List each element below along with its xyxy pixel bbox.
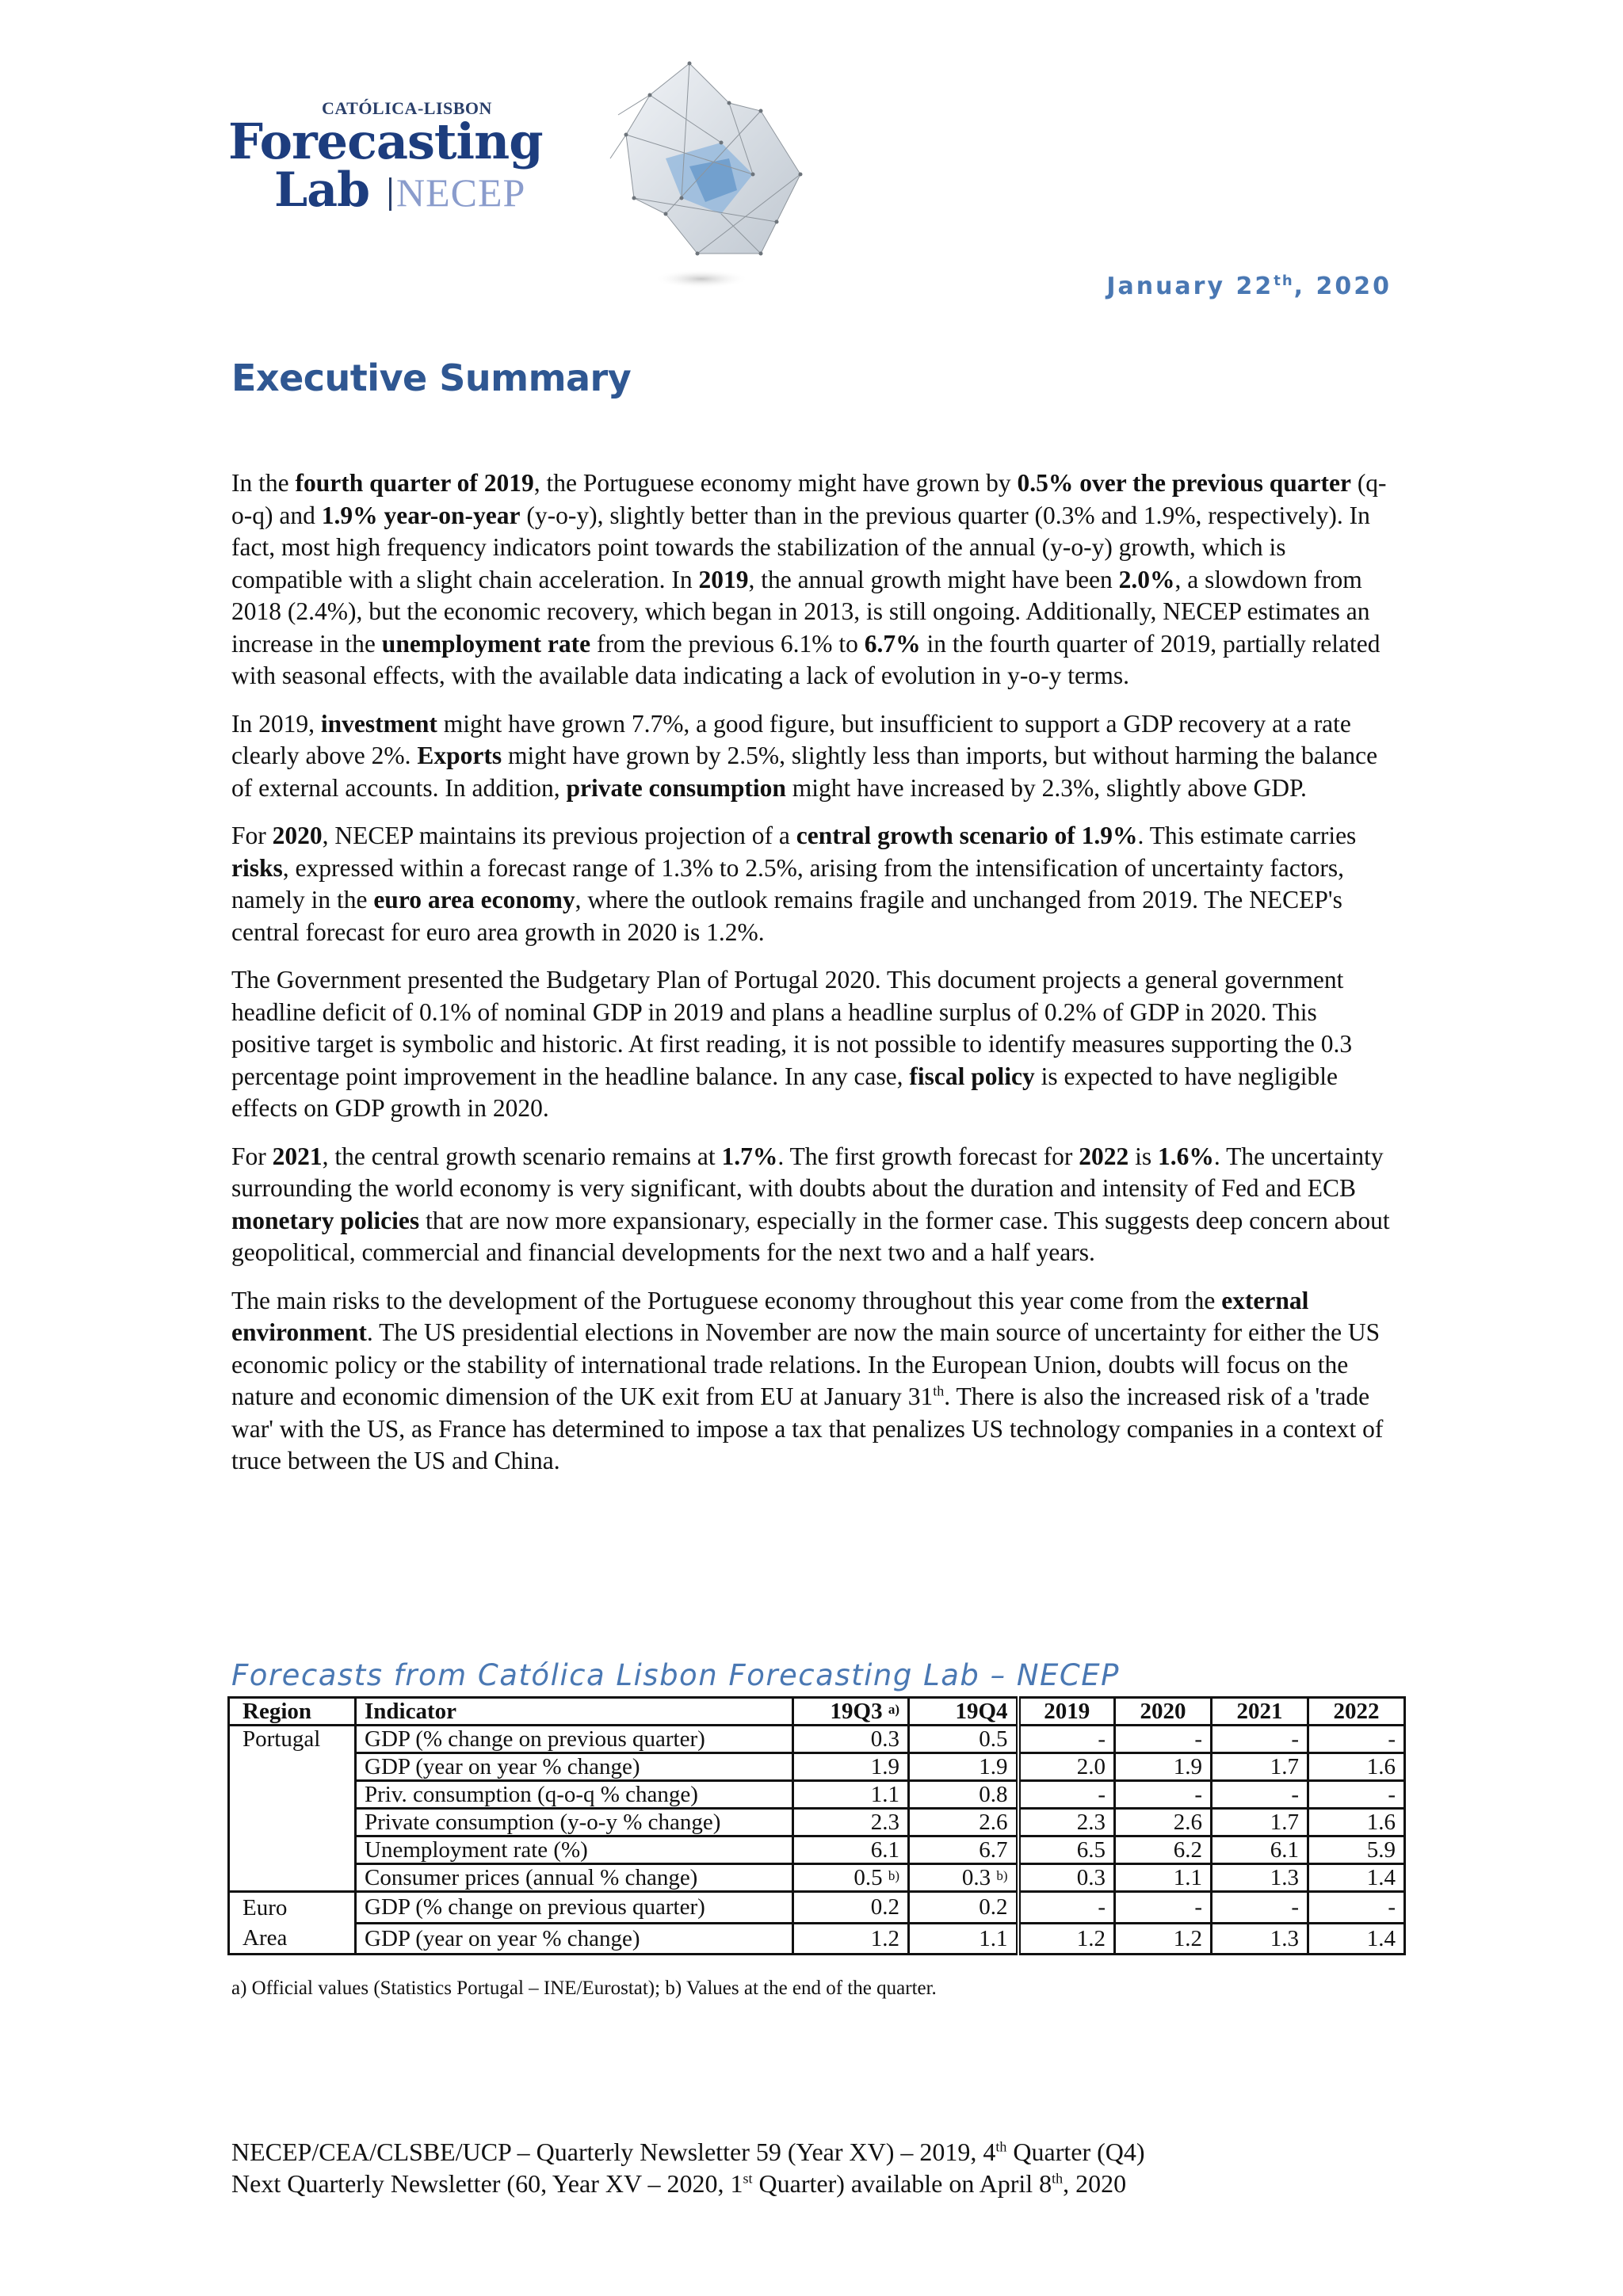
table-row: [229, 1753, 1405, 1781]
table-header-row: [229, 1698, 1405, 1726]
page-footer: [231, 2136, 1145, 2199]
summary-paragraph: For 2021, the central growth scenario remains at 1.7%. The first growth forecast for 2022 is 1.6%. The uncertainty surrounding the world economy is very significant, with doubts about the duration and intensity of Fed and ECB monetary policies that are now more expansionary, especially in the former case. This suggests deep concern about geopolitical, commercial and financial developments for the next two and a half years.: [231, 1142, 1390, 1266]
cell-indicator: GDP (% change on previous quarter): [356, 1726, 793, 1753]
cell-2020: 1.1: [1115, 1864, 1212, 1892]
header-region: Region: [229, 1698, 356, 1726]
cell-19q4: 0.2: [909, 1892, 1018, 1924]
cell-2019: 0.3: [1018, 1864, 1115, 1892]
header-indicator: Indicator: [356, 1698, 793, 1726]
cell-19q3: 1.2: [793, 1923, 909, 1955]
cell-19q3: 0.2: [793, 1892, 909, 1924]
footer-line-newsletter: NECEP/CEA/CLSBE/UCP – Quarterly Newsletter 59 (Year XV) – 2019, 4th Quarter (Q4): [231, 2138, 1145, 2166]
table-footnote: a) Official values (Statistics Portugal – INE/Eurostat); b) Values at the end of the quarter.: [231, 1978, 937, 1999]
header-2022: 2022: [1308, 1698, 1405, 1726]
cell-2019: 6.5: [1018, 1836, 1115, 1864]
cell-2019: -: [1018, 1726, 1115, 1753]
logo-necep-text: NECEP: [396, 170, 526, 215]
cell-2022: 1.6: [1308, 1809, 1405, 1836]
header-19q3: 19Q3 $^{a)}$: [793, 1698, 909, 1726]
cell-2020: -: [1115, 1892, 1212, 1924]
forecast-table: [227, 1696, 1406, 1955]
cell-2022: 5.9: [1308, 1836, 1405, 1864]
executive-summary-body: [231, 467, 1396, 1493]
cell-indicator: Unemployment rate (%): [356, 1836, 793, 1864]
cell-2022: 1.4: [1308, 1864, 1405, 1892]
summary-paragraph: The main risks to the development of the Portuguese economy throughout this year come from the external environment. The US presidential elections in November are now the main source of uncertainty for either the US economic policy or the stability of international trade relations. In the European Union, doubts will focus on the nature and economic dimension of the UK exit from EU at January 31th. There is also the increased risk of a 'trade war' with the US, as France has determined to impose a tax that penalizes US technology companies in a context of truce between the US and China.: [231, 1286, 1384, 1474]
table-caption: Forecasts from Católica Lisbon Forecasting Lab – NECEP: [231, 1658, 1120, 1692]
cell-19q3: 0.5 $^{b)}$: [793, 1864, 909, 1892]
header-2020: 2020: [1115, 1698, 1212, 1726]
cell-2022: -: [1308, 1726, 1405, 1753]
cell-19q3: 6.1: [793, 1836, 909, 1864]
table-row: [229, 1726, 1405, 1753]
cell-indicator: Priv. consumption (q-o-q % change): [356, 1781, 793, 1809]
logo-lab-text: Lab: [274, 162, 370, 218]
summary-paragraph: For 2020, NECEP maintains its previous projection of a central growth scenario of 1.9%. This estimate carries risks, expressed within a forecast range of 1.3% to 2.5%, arising from the intensification of uncertainty factors, namely in the euro area economy, where the outlook remains fragile and unchanged from 2019. The NECEP's central forecast for euro area growth in 2020 is 1.2%.: [231, 822, 1357, 946]
cell-19q4: 0.8: [909, 1781, 1018, 1809]
logo-forecasting-text: Forecasting: [228, 113, 543, 170]
table-row: [229, 1809, 1405, 1836]
cell-2022: -: [1308, 1892, 1405, 1924]
cell-indicator: GDP (% change on previous quarter): [356, 1892, 793, 1924]
cell-2019: -: [1018, 1892, 1115, 1924]
cell-2021: -: [1212, 1781, 1308, 1809]
cell-19q4: 1.1: [909, 1923, 1018, 1955]
table-row: [229, 1892, 1405, 1924]
region-portugal: Portugal: [229, 1726, 356, 1892]
cell-2019: 1.2: [1018, 1923, 1115, 1955]
cell-2019: -: [1018, 1781, 1115, 1809]
cell-indicator: GDP (year on year % change): [356, 1753, 793, 1781]
cell-2019: 2.3: [1018, 1809, 1115, 1836]
cell-2021: 1.7: [1212, 1809, 1308, 1836]
forecasting-lab-logo: [228, 93, 577, 220]
table-row: [229, 1781, 1405, 1809]
cell-19q3: 1.9: [793, 1753, 909, 1781]
cell-2021: -: [1212, 1726, 1308, 1753]
cell-2022: -: [1308, 1781, 1405, 1809]
header-2019: 2019: [1018, 1698, 1115, 1726]
summary-paragraph: In 2019, investment might have grown 7.7%, a good figure, but insufficient to support a GDP recovery at a rate clearly above 2%. Exports might have grown by 2.5%, slightly less than imports, but without harming the balance of external accounts. In addition, private consumption might have increased by 2.3%, slightly above GDP.: [231, 709, 1378, 802]
cell-2021: 1.3: [1212, 1864, 1308, 1892]
crystal-polygon-icon: [602, 55, 808, 293]
cell-2020: 1.2: [1115, 1923, 1212, 1955]
header-2021: 2021: [1212, 1698, 1308, 1726]
summary-paragraph: The Government presented the Budgetary Plan of Portugal 2020. This document projects a general government headline deficit of 0.1% of nominal GDP in 2019 and plans a headline surplus of 0.2% of GDP in 2020. This positive target is symbolic and historic. At first reading, it is not possible to identify measures supporting the 0.3 percentage point improvement in the headline balance. In any case, fiscal policy is expected to have negligible effects on GDP growth in 2020.: [231, 966, 1353, 1122]
cell-2020: -: [1115, 1726, 1212, 1753]
cell-19q4: 2.6: [909, 1809, 1018, 1836]
cell-19q4: 6.7: [909, 1836, 1018, 1864]
cell-2021: 1.7: [1212, 1753, 1308, 1781]
summary-paragraph: In the fourth quarter of 2019, the Portuguese economy might have grown by 0.5% over the previous quarter (q-o-q) and 1.9% year-on-year (y-o-y), slightly better than in the previous quarter (0.3% and 1.9%, respectively). In fact, most high frequency indicators point towards the stabilization of the annual (y-o-y) growth, which is compatible with a slight chain acceleration. In 2019, the annual growth might have been 2.0%, a slowdown from 2018 (2.4%), but the economic recovery, which began in 2013, is still ongoing. Additionally, NECEP estimates an increase in the unemployment rate from the previous 6.1% to 6.7% in the fourth quarter of 2019, partially related with seasonal effects, with the available data indicating a lack of evolution in y-o-y terms.: [231, 469, 1387, 689]
cell-19q4: 0.3 $^{b)}$: [909, 1864, 1018, 1892]
table-row: [229, 1864, 1405, 1892]
cell-19q3: 0.3: [793, 1726, 909, 1753]
cell-2020: -: [1115, 1781, 1212, 1809]
cell-2021: 1.3: [1212, 1923, 1308, 1955]
cell-19q3: 1.1: [793, 1781, 909, 1809]
cell-2021: 6.1: [1212, 1836, 1308, 1864]
logo-catolica-lisbon-text: CATÓLICA-LISBON: [322, 98, 492, 118]
publication-date: January 22th, 2020: [1106, 273, 1392, 300]
table-row: [229, 1923, 1405, 1955]
table-row: [229, 1836, 1405, 1864]
page-title: Executive Summary: [231, 357, 632, 399]
cell-indicator: Consumer prices (annual % change): [356, 1864, 793, 1892]
cell-19q4: 1.9: [909, 1753, 1018, 1781]
cell-2021: -: [1212, 1892, 1308, 1924]
region-euro-area: Euro Area: [229, 1892, 356, 1955]
cell-2020: 1.9: [1115, 1753, 1212, 1781]
cell-indicator: Private consumption (y-o-y % change): [356, 1809, 793, 1836]
cell-19q4: 0.5: [909, 1726, 1018, 1753]
cell-2020: 6.2: [1115, 1836, 1212, 1864]
cell-2020: 2.6: [1115, 1809, 1212, 1836]
cell-19q3: 2.3: [793, 1809, 909, 1836]
footer-line-next-newsletter: Next Quarterly Newsletter (60, Year XV – 2020, 1st Quarter) available on April 8th, 2020: [231, 2169, 1127, 2198]
header-19q4: 19Q4: [909, 1698, 1018, 1726]
cell-2022: 1.4: [1308, 1923, 1405, 1955]
cell-2022: 1.6: [1308, 1753, 1405, 1781]
cell-2019: 2.0: [1018, 1753, 1115, 1781]
cell-indicator: GDP (year on year % change): [356, 1923, 793, 1955]
logo-separator: [389, 177, 391, 211]
